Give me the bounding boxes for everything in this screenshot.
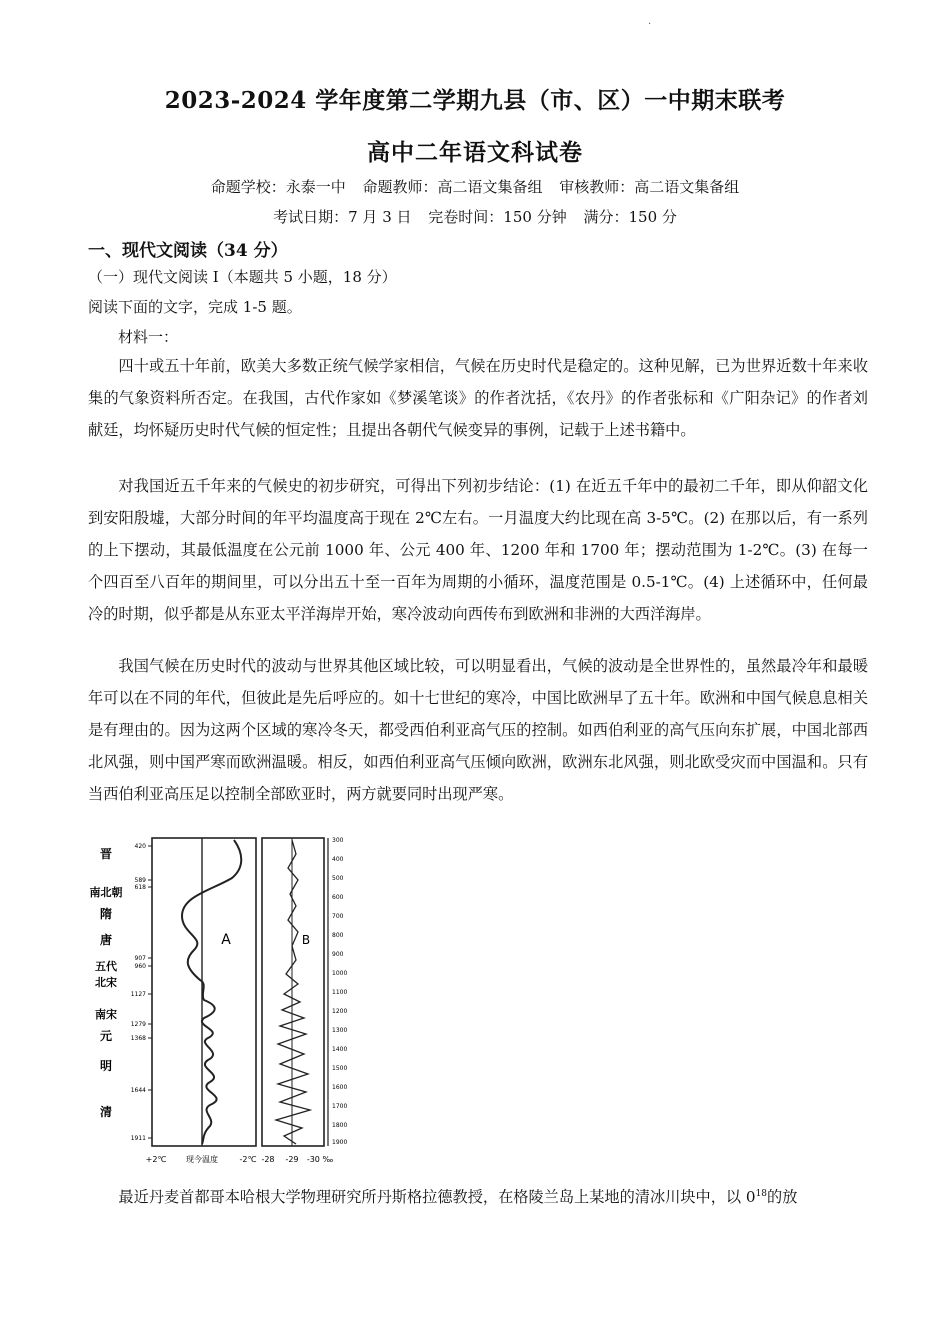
year-tick: 1127: [130, 991, 146, 998]
axis-label-b: -29: [285, 1155, 299, 1164]
superscript: 18: [755, 1189, 768, 1199]
dynasty-label: 明: [99, 1059, 113, 1073]
year-tick: 600: [332, 894, 344, 901]
paragraph-text: 对我国近五千年来的气候史的初步研究，可得出下列初步结论：(1) 在近五千年中的最初二千年，即从仰韶文化到安阳殷墟，大部分时间的年平均温度高于现在 2℃左右。一月温度大约比现在高 3-5℃。(2) 在那以后，有一系列的上下摆动，其最低温度在公元前 1000 年、公元 400 年、1200 年和 1700 年；摆动范围为 1-2℃。(3) 在每一个四百至八百年的期间里，可以分出五十至一百年为周期的小循环，温度范围是 0.5-1℃。(4) 上述循环中，任何最冷的时期，似乎都是从东亚太平洋海岸开始，寒冷波动向西传布到欧洲和非洲的大西洋海岸。: [88, 477, 868, 623]
panel-b-frame: [262, 838, 324, 1146]
dynasty-label: 隋: [99, 907, 113, 921]
year-tick: 800: [332, 932, 344, 939]
exam-duration: 完卷时间：150 分钟: [428, 208, 567, 226]
year-tick: 1100: [332, 989, 348, 996]
dynasty-label: 唐: [99, 933, 113, 947]
panel-b-label: B: [301, 933, 311, 947]
paragraph-2: [88, 470, 868, 630]
year-tick: 960: [134, 963, 146, 970]
exam-date: 考试日期：7 月 3 日: [273, 208, 412, 226]
sub-section-heading: （一）现代文阅读 I（本题共 5 小题，18 分）: [88, 268, 397, 286]
axis-label-a: +2℃: [145, 1155, 167, 1164]
temperature-curve-a: [182, 840, 241, 1144]
meta-teacher: 命题教师：高二语文集备组: [362, 178, 543, 196]
meta-school: 命题学校：永泰一中: [210, 178, 346, 196]
dynasty-label: 晋: [99, 847, 113, 861]
dynasty-label: 南北朝: [89, 886, 123, 899]
dynasty-label: 清: [99, 1105, 113, 1119]
exam-title: 2023-2024 学年度第二学期九县（市、区）一中期末联考: [164, 87, 786, 114]
paragraph-text: 四十或五十年前，欧美大多数正统气候学家相信，气候在历史时代是稳定的。这种见解，已为世界近数十年来收集的气象资料所否定。在我国，古代作家如《梦溪笔谈》的作者沈括，《农丹》的作者张标和《广阳杂记》的作者刘献廷，均怀疑历史时代气候的恒定性；且提出各朝代气候变异的事例，记载于上述书籍中。: [88, 357, 868, 439]
meta-reviewer: 审核教师：高二语文集备组: [559, 178, 740, 196]
year-tick: 1911: [130, 1135, 146, 1142]
section-heading: 一、现代文阅读（34 分）: [88, 241, 288, 261]
year-tick: 1500: [332, 1065, 348, 1072]
year-tick: 700: [332, 913, 344, 920]
year-tick: 1644: [130, 1087, 146, 1094]
year-tick: 1200: [332, 1008, 348, 1015]
year-tick: 1000: [332, 970, 348, 977]
continuation-line: [88, 1180, 878, 1211]
year-tick: 900: [332, 951, 344, 958]
dynasty-label: 元: [99, 1029, 113, 1043]
year-tick: 1600: [332, 1084, 348, 1091]
material-label: 材料一：: [118, 328, 179, 346]
dynasty-label: 北宋: [95, 976, 117, 989]
axis-label-b: -30 ‰: [306, 1155, 334, 1164]
year-tick: 1800: [332, 1122, 348, 1129]
panel-a-label: A: [221, 932, 231, 948]
axis-label-a: -2℃: [239, 1155, 257, 1164]
paragraph-3: [88, 650, 868, 810]
exam-score: 满分：150 分: [583, 208, 677, 226]
continuation-tail: 的放: [767, 1188, 798, 1207]
instruction: 阅读下面的文字，完成 1-5 题。: [88, 298, 302, 316]
year-tick: 300: [332, 837, 344, 844]
year-tick: 618: [134, 884, 146, 891]
dynasty-label: 南宋: [95, 1008, 117, 1021]
paragraph-text: 我国气候在历史时代的波动与世界其他区域比较，可以明显看出，气候的波动是全世界性的，虽然最冷年和最暖年可以在不同的年代，但彼此是先后呼应的。如十七世纪的寒冷，中国比欧洲早了五十年。欧洲和中国气候息息相关是有理由的。因为这两个区域的寒冷冬天，都受西伯利亚高气压的控制。如西伯利亚的高气压向东扩展，中国北部西北风强，则中国严寒而欧洲温暖。相反，如西伯利亚高气压倾向欧洲，欧洲东北风强，则北欧受灾而中国温和。只有当西伯利亚高压足以控制全部欧亚时，两方就要同时出现严寒。: [88, 657, 868, 803]
axis-label-b: -28: [261, 1155, 275, 1164]
year-tick: 1900: [332, 1139, 348, 1146]
year-tick: 1300: [332, 1027, 348, 1034]
exam-meta-time: [0, 206, 950, 227]
paragraph-1: [88, 350, 868, 446]
year-tick: 589: [134, 877, 146, 884]
axis-label-a: 现今温度: [186, 1155, 218, 1164]
year-tick: 907: [134, 955, 146, 962]
year-tick: 420: [134, 843, 146, 850]
year-tick: 400: [332, 856, 344, 863]
isotope-curve-b: [276, 840, 310, 1144]
year-tick: 1700: [332, 1103, 348, 1110]
dynasty-label: 五代: [95, 960, 117, 973]
continuation-text: 最近丹麦首都哥本哈根大学物理研究所丹斯格拉德教授，在格陵兰岛上某地的清冰川块中，以 0: [118, 1188, 756, 1207]
page-dot: .: [648, 16, 652, 27]
exam-meta-authors: [0, 176, 950, 197]
year-tick: 500: [332, 875, 344, 882]
year-tick: 1279: [130, 1021, 146, 1028]
year-tick: 1368: [130, 1035, 146, 1042]
climate-figure: [84, 834, 354, 1172]
year-tick: 1400: [332, 1046, 348, 1053]
exam-subtitle: 高中二年语文科试卷: [367, 139, 583, 166]
